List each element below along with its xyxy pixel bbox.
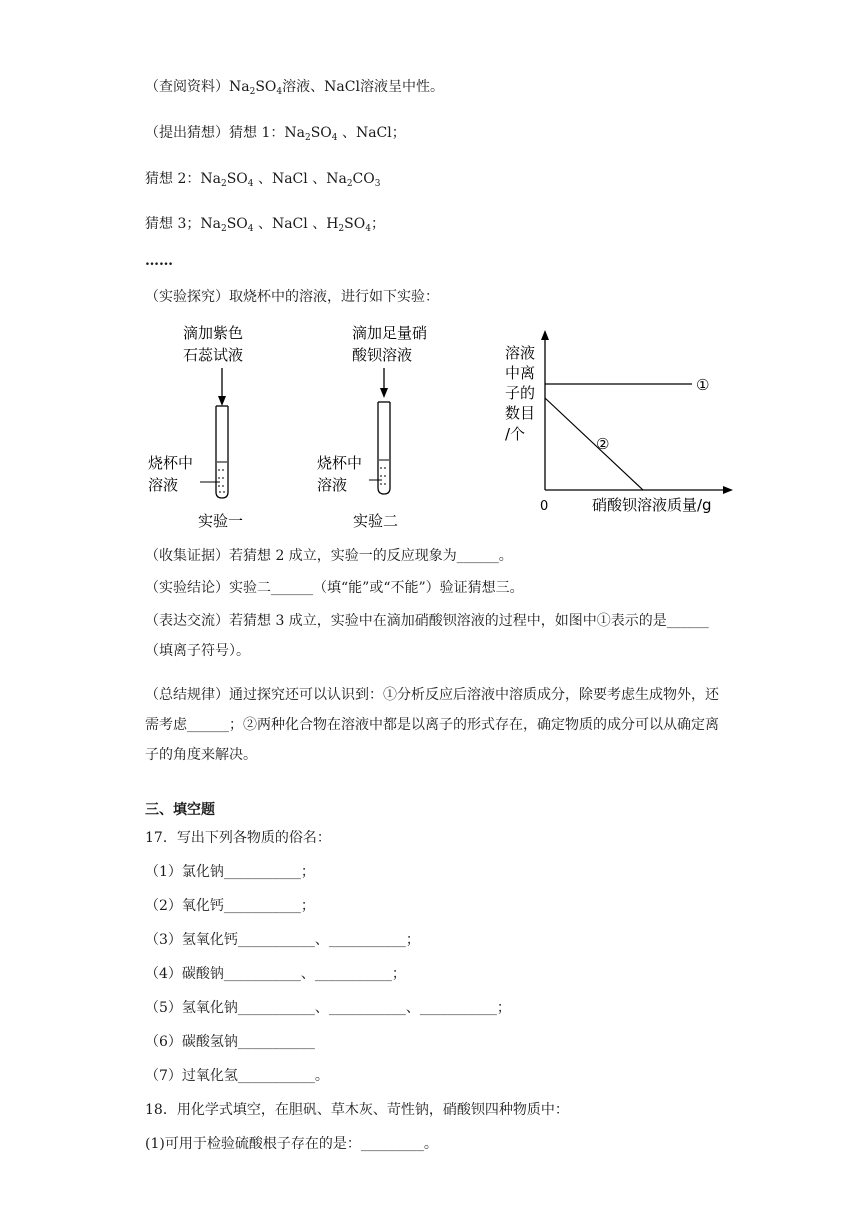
ellipsis: …… <box>145 253 173 269</box>
origin-label: 0 <box>540 499 549 514</box>
hypothesis-prefix: 猜想 3； <box>145 216 201 232</box>
q17-item-3: （3）氢氧化钙___________、___________； <box>145 932 420 948</box>
subscript: 2 <box>220 224 227 234</box>
hypothesis-3 <box>145 214 385 239</box>
exp2-reagent-line2: 酸钡溶液 <box>352 346 413 364</box>
series-line-2 <box>545 398 643 490</box>
hypothesis-2 <box>145 169 380 194</box>
question-17: 17．写出下列各物质的俗名： <box>145 830 331 846</box>
q17-item-4: （4）碳酸钠___________、___________； <box>145 966 406 982</box>
hypothesis-mid: 、NaCl 、H <box>253 216 339 232</box>
subscript: 4 <box>247 224 254 234</box>
formula-na: Na <box>229 79 250 95</box>
hypothesis-mid: 、NaCl 、Na <box>253 171 347 187</box>
y-axis-arrowhead <box>541 330 549 340</box>
q17-item-2: （2）氧化钙___________； <box>145 898 315 914</box>
series-line-1-label: ① <box>696 376 710 394</box>
info-prefix: （查阅资料） <box>145 79 229 95</box>
formula-co: CO <box>352 171 375 187</box>
formula-so: SO <box>344 216 366 232</box>
formula-so: SO <box>226 216 248 232</box>
q17-item-1: （1）氯化钠___________； <box>145 864 315 880</box>
exp1-beaker-line1: 烧杯中 <box>148 454 194 472</box>
series-line-2-label: ② <box>596 435 610 453</box>
exp2-caption: 实验二 <box>353 512 399 530</box>
info-line <box>145 77 444 102</box>
formula-so: SO <box>310 125 332 141</box>
q17-item-7: （7）过氧化氢___________。 <box>145 1068 329 1084</box>
info-rest: 溶液、NaCl溶液呈中性。 <box>282 79 444 95</box>
collect-evidence: （收集证据）若猜想 2 成立，实验一的反应现象为______。 <box>145 548 513 564</box>
exp2-beaker-line1: 烧杯中 <box>317 454 363 472</box>
exp1-beaker-line2: 溶液 <box>148 476 179 494</box>
exp1-reagent-line2: 石蕊试液 <box>183 346 244 364</box>
hypothesis-1 <box>145 123 406 148</box>
subscript: 4 <box>331 133 338 143</box>
x-axis-label: 硝酸钡溶液质量/g <box>592 496 712 514</box>
formula-na: Na <box>200 171 221 187</box>
subscript: 3 <box>374 179 381 189</box>
exp2-arrowhead <box>380 388 388 398</box>
experiment-conclusion: （实验结论）实验二______（填“能”或“不能”）验证猜想三。 <box>145 580 524 596</box>
subscript: 2 <box>346 179 353 189</box>
subscript: 4 <box>276 87 283 97</box>
subscript: 2 <box>220 179 227 189</box>
hypothesis-prefix: 猜想 2： <box>145 171 201 187</box>
ion-count-graph <box>505 330 733 514</box>
exp1-test-tube <box>216 406 228 498</box>
subscript: 2 <box>304 133 311 143</box>
y-label-line5: /个 <box>505 425 526 443</box>
hypothesis-end: ； <box>370 216 385 232</box>
expression-exchange: （表达交流）若猜想 3 成立，实验中在滴加硝酸钡溶液的过程中，如图中①表示的是______（填离子符号）。 <box>145 613 709 659</box>
experiment-1 <box>148 324 243 530</box>
exp2-reagent-line1: 滴加足量硝 <box>352 324 428 342</box>
formula-so: SO <box>226 171 248 187</box>
summary-rule: （总结规律）通过探究还可以认识到：①分析反应后溶液中溶质成分，除要考虑生成物外，还需考虑______；②两种化合物在溶液中都是以离子的形式存在，确定物质的成分可以从确定离子的角度来解决。 <box>145 687 719 763</box>
hypothesis-prefix: （提出猜想）猜想 1： <box>145 125 285 141</box>
question-18: 18．用化学式填空，在胆矾、草木灰、苛性钠，硝酸钡四种物质中： <box>145 1102 569 1118</box>
x-axis-arrowhead <box>723 486 733 494</box>
y-label-line4: 数目 <box>505 404 536 422</box>
section-fill-blank: 三、填空题 <box>145 802 215 818</box>
subscript: 4 <box>365 224 371 234</box>
subscript: 4 <box>247 179 254 189</box>
q17-item-5: （5）氢氧化钠___________、___________、___________； <box>145 1000 511 1016</box>
hypothesis-rest: 、NaCl； <box>337 125 406 141</box>
q18-item-1: (1)可用于检验硫酸根子存在的是：_________。 <box>145 1136 438 1152</box>
subscript: 2 <box>249 87 256 97</box>
exp1-caption: 实验一 <box>198 512 244 530</box>
y-label-line2: 中离 <box>505 364 536 382</box>
experiment-2 <box>317 324 427 530</box>
formula-na: Na <box>200 216 221 232</box>
exp2-beaker-line2: 溶液 <box>317 476 348 494</box>
experiment-intro: （实验探究）取烧杯中的溶液，进行如下实验： <box>145 289 439 305</box>
exp1-reagent-line1: 滴加紫色 <box>183 324 244 342</box>
y-label-line3: 子的 <box>505 384 536 402</box>
exp1-arrowhead <box>218 396 226 406</box>
y-label-line1: 溶液 <box>505 344 536 362</box>
subscript: 2 <box>338 224 345 234</box>
q17-item-6: （6）碳酸氢钠___________ <box>145 1034 315 1050</box>
experiment-figure <box>140 318 740 533</box>
formula-na: Na <box>284 125 305 141</box>
formula-so: SO <box>255 79 277 95</box>
